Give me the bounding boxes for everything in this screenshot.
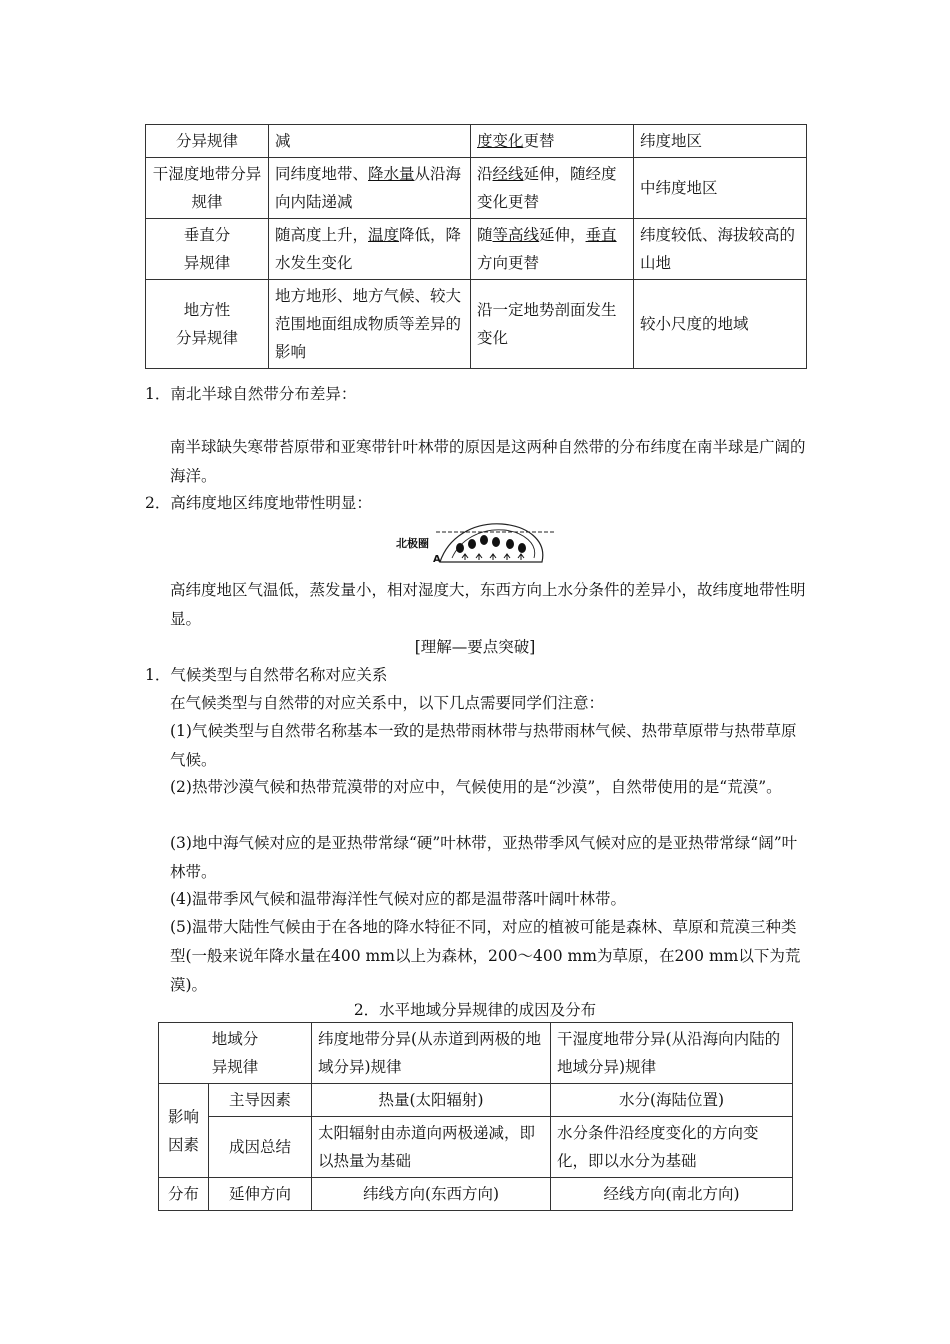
table-horizontal-rules: [158, 1022, 793, 1211]
heading-hemisphere-difference: 1．南北半球自然带分布差异：: [145, 385, 357, 403]
table-cell: [269, 158, 471, 219]
table-cell: 沿一定地势剖面发生变化: [471, 280, 634, 369]
underlined-text: 垂直: [585, 226, 617, 244]
cell-text: 同纬度地带、: [275, 165, 369, 183]
table-cell: 水分(海陆位置): [551, 1084, 793, 1117]
table-row: [159, 1117, 793, 1178]
underlined-text: 等高线: [492, 226, 540, 244]
cell-text: 延伸，: [539, 226, 586, 244]
cell-text: 沿: [477, 165, 493, 183]
underlined-text: 经线: [492, 165, 524, 183]
table-row: [159, 1023, 793, 1084]
list-item: (2)热带沙漠气候和热带荒漠带的对应中，气候使用的是“沙漠”，自然带使用的是“荒漠”。: [170, 778, 782, 796]
paragraph-high-latitude: 高纬度地区气温低，蒸发量小，相对湿度大，东西方向上水分条件的差异小，故纬度地带性明显。: [170, 581, 806, 628]
table-row: [146, 280, 807, 369]
table-cell: [471, 219, 634, 280]
cell-text: 异规律: [183, 254, 231, 272]
table-header-cell: 干湿度地带分异(从沿海向内陆的地域分异)规律: [551, 1023, 793, 1084]
table-cell: [269, 219, 471, 280]
table-cell: 分异规律: [146, 125, 269, 158]
section-title-key-points: [理解—要点突破]: [414, 638, 536, 656]
table-distribution-rules: [145, 124, 807, 369]
table-cell: [146, 280, 269, 369]
table-cell: [471, 158, 634, 219]
underlined-text: 度变化: [477, 132, 524, 150]
table-cell: 经线方向(南北方向): [551, 1178, 793, 1211]
table-cell: 热量(太阳辐射): [312, 1084, 551, 1117]
cell-text: 地方性: [183, 301, 231, 319]
table-row: [159, 1178, 793, 1211]
table-row: [146, 219, 807, 280]
table-cell: 纬线方向(东西方向): [312, 1178, 551, 1211]
cell-text: 从沿海向内陆递减: [275, 165, 462, 211]
cell-text: 地域分: [211, 1030, 259, 1048]
table-row: [146, 158, 807, 219]
table-cell: 干湿度地带分异规律: [146, 158, 269, 219]
list-item: (1)气候类型与自然带名称基本一致的是热带雨林带与热带雨林气候、热带草原带与热带草原气候。: [170, 722, 797, 769]
cell-text: 降低，降水发生变化: [275, 226, 462, 272]
table-group-cell: 分布: [159, 1178, 209, 1211]
table-cell: 纬度较低、海拔较高的山地: [634, 219, 807, 280]
table-group-cell: 影响因素: [159, 1084, 209, 1178]
heading-horizontal-rules: 2．水平地域分异规律的成因及分布: [353, 1001, 597, 1019]
cell-text: 方向更替: [477, 254, 540, 272]
paragraph-hemisphere: 南半球缺失寒带苔原带和亚寒带针叶林带的原因是这两种自然带的分布纬度在南半球是广阔的海洋。: [170, 438, 806, 485]
table-cell: 太阳辐射由赤道向两极递减，即以热量为基础: [312, 1117, 551, 1178]
figure-label-point-a: A: [433, 554, 441, 565]
table-cell: 中纬度地区: [634, 158, 807, 219]
table-row: [146, 125, 807, 158]
table-cell: 主导因素: [209, 1084, 312, 1117]
table-cell: [471, 125, 634, 158]
table-header-cell: [159, 1023, 312, 1084]
cell-text: 延伸，随经度变化更替: [477, 165, 617, 211]
cell-text: 分异规律: [175, 329, 238, 347]
table-cell: 水分条件沿经度变化的方向变化，即以水分为基础: [551, 1117, 793, 1178]
table-cell: [146, 219, 269, 280]
table-row: [159, 1084, 793, 1117]
table-cell: 地方地形、地方气候、较大范围地面组成物质等差异的影响: [269, 280, 471, 369]
table-cell: 较小尺度的地域: [634, 280, 807, 369]
cell-text: 更替: [523, 132, 555, 150]
list-item: (5)温带大陆性气候由于在各地的降水特征不同，对应的植被可能是森林、草原和荒漠三种类型(一般来说年降水量在400 mm以上为森林，200～400 mm为草原，在200 mm以下为荒漠)。: [170, 918, 801, 994]
paragraph-intro: 在气候类型与自然带的对应关系中，以下几点需要同学们注意：: [170, 694, 605, 712]
underlined-text: 温度: [368, 226, 400, 244]
table-cell: 延伸方向: [209, 1178, 312, 1211]
cell-text: 异规律: [211, 1058, 259, 1076]
table-header-cell: 纬度地带分异(从赤道到两极的地域分异)规律: [312, 1023, 551, 1084]
arctic-circle-figure: [392, 518, 558, 570]
heading-climate-vegetation: 1．气候类型与自然带名称对应关系: [145, 666, 388, 684]
cell-text: 随高度上升，: [275, 226, 369, 244]
underlined-text: 降水量: [368, 165, 415, 183]
cell-text: 垂直分: [183, 226, 231, 244]
figure-label-arctic-circle: 北极圈: [396, 537, 429, 550]
table-cell: 纬度地区: [634, 125, 807, 158]
cell-text: 随: [477, 226, 493, 244]
table-cell: 减: [269, 125, 471, 158]
landmass-diagram: [392, 518, 558, 570]
list-item: (4)温带季风气候和温带海洋性气候对应的都是温带落叶阔叶林带。: [170, 890, 626, 908]
table-cell: 成因总结: [209, 1117, 312, 1178]
list-item: (3)地中海气候对应的是亚热带常绿“硬”叶林带，亚热带季风气候对应的是亚热带常绿“阔”叶林带。: [170, 834, 798, 881]
heading-high-latitude: 2．高纬度地区纬度地带性明显：: [145, 494, 372, 512]
